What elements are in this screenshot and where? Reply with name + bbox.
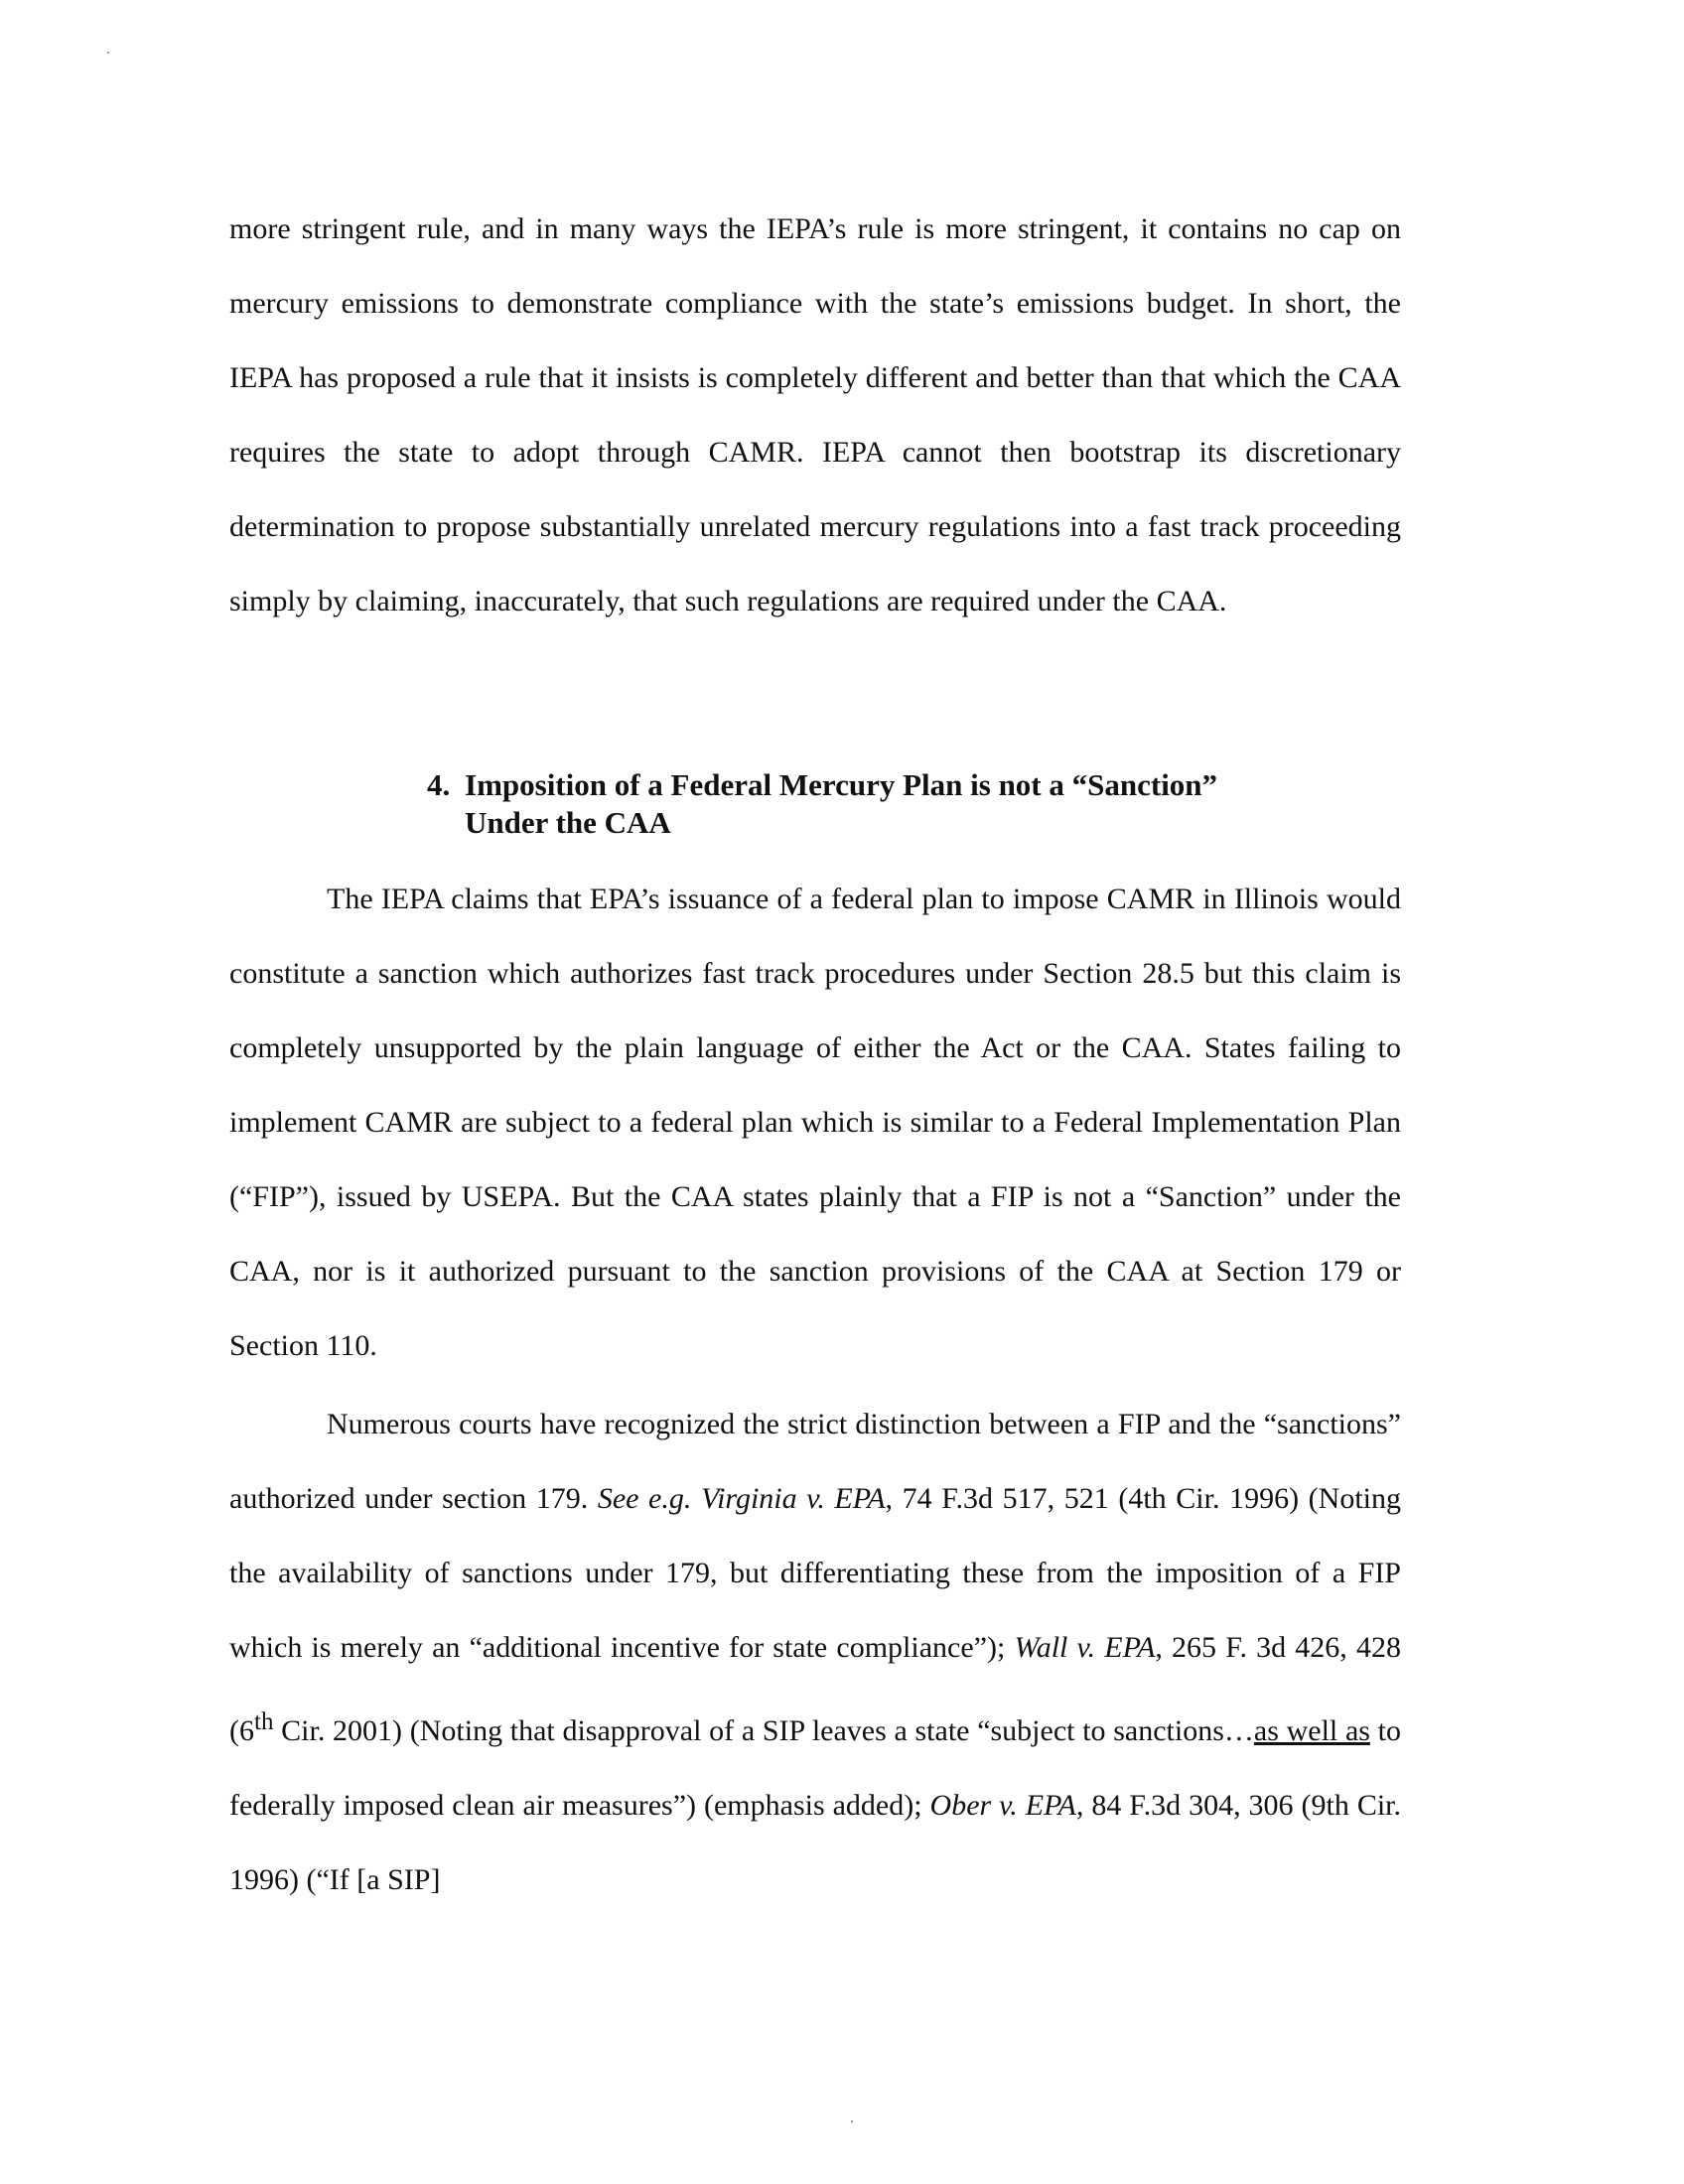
heading-line-1 xyxy=(427,766,1321,804)
case-name: Ober v. EPA xyxy=(929,1789,1076,1822)
case-citation-signal: See e.g. Virginia v. EPA xyxy=(597,1482,886,1515)
text-run: Cir. 2001) (Noting that disapproval of a SIP leaves a state “subject to sanctions… xyxy=(273,1714,1254,1747)
section-heading xyxy=(427,766,1321,842)
paragraph-text: more stringent rule, and in many ways the IEPA’s rule is more stringent, it contains no cap on mercury emissions to demonstrate compliance with the state’s emissions budget. In short, the IEPA has proposed a rule that it insists is completely different and better than that which the CAA requires the state to adopt through CAMR. IEPA cannot then bootstrap its discretionary determination to propose substantially unrelated mercury regulations into a fast track proceeding simply by claiming, inaccurately, that such regulations are required under the CAA. xyxy=(229,212,1401,617)
scan-speck xyxy=(851,2120,853,2122)
ordinal-superscript: th xyxy=(254,1708,274,1735)
paragraph-text xyxy=(229,1387,1401,1917)
paragraph-text: The IEPA claims that EPA’s issuance of a federal plan to impose CAMR in Illinois would constitute a sanction which authorizes fast track procedures under Section 28.5 but this claim is completely unsupported by the plain language of either the Act or the CAA. States failing to implement CAMR are subject to a federal plan which is similar to a Federal Implementation Plan (“FIP”), issued by USEPA. But the CAA states plainly that a FIP is not a “Sanction” under the CAA, nor is it authorized pursuant to the sanction provisions of the CAA at Section 179 or Section 110. xyxy=(229,883,1401,1362)
underlined-emphasis: as well as xyxy=(1253,1714,1370,1747)
text-run: Numerous courts have recognized the strict distinction between a FIP and the “sanctions” authorized under section 179. xyxy=(229,1408,1401,1515)
heading-title-line-2: Under the CAA xyxy=(465,805,671,840)
heading-number: 4. xyxy=(427,767,451,802)
scan-speck xyxy=(107,52,109,54)
text-run: , 74 F.3d 517, 521 (4th Cir. 1996) (Noting the availability of sanctions under 179, but differentiating these from the imposition of a FIP which is merely an “additional incentive for state compliance”); xyxy=(229,1482,1401,1664)
case-name: Wall v. EPA xyxy=(1014,1631,1156,1664)
text-run: , 84 F.3d 304, 306 (9th Cir. 1996) (“If [a SIP] xyxy=(229,1789,1402,1896)
heading-title-line-1: Imposition of a Federal Mercury Plan is not a “Sanction” xyxy=(465,767,1218,802)
paragraph-continued xyxy=(229,192,1401,638)
paragraph-fip-sanction xyxy=(229,862,1401,1383)
paragraph-case-law xyxy=(229,1387,1401,1917)
text-run: , 265 F. 3d 426, 428 (6 xyxy=(229,1631,1401,1747)
text-run: to federally imposed clean air measures”) (emphasis added); xyxy=(229,1714,1401,1822)
